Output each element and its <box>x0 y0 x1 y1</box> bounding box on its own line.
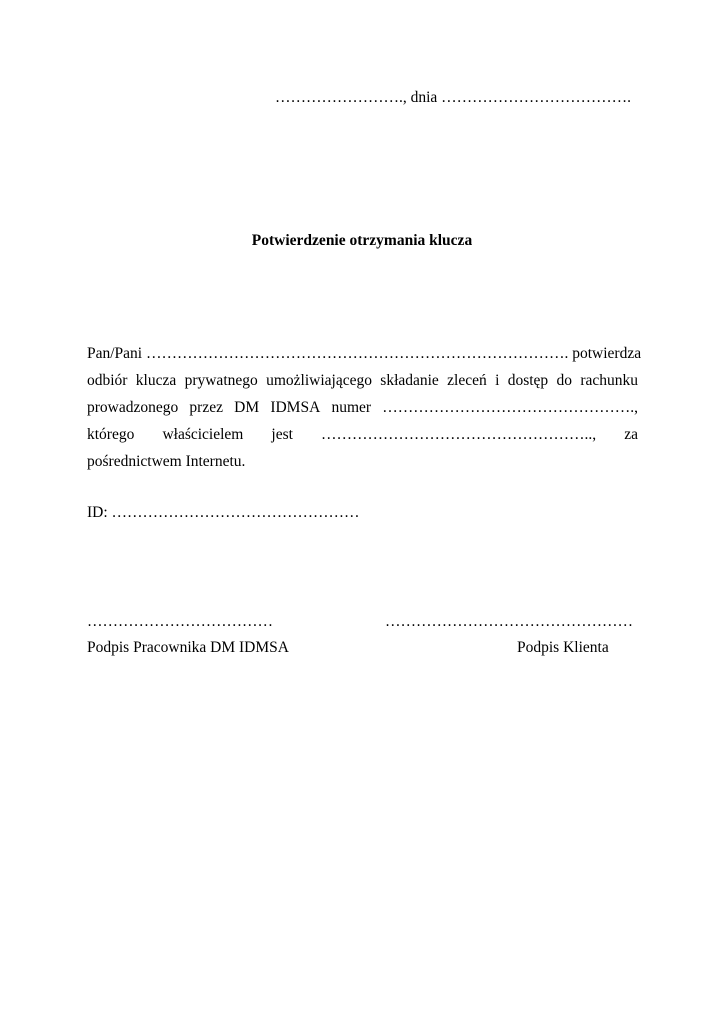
employee-signature-line: ……………………………… <box>87 613 273 630</box>
paragraph-word: i <box>495 372 500 389</box>
paragraph-line-2 <box>87 367 638 394</box>
paragraph-word: …………………………………………….., <box>321 426 597 443</box>
paragraph-word: IDMSA <box>270 399 321 416</box>
paragraph-line-1 <box>87 340 642 367</box>
paragraph-word: pośrednictwem Internetu. <box>87 453 246 470</box>
paragraph-line-5 <box>87 448 638 475</box>
paragraph-word: składanie <box>380 372 439 389</box>
paragraph-word: przez <box>189 399 223 416</box>
paragraph-word: za <box>624 426 638 443</box>
paragraph-word: prywatnego <box>184 372 258 389</box>
place-and-date-line: ……………………., dnia ………………………………. <box>275 89 632 106</box>
paragraph-word: którego <box>87 426 135 443</box>
confirmation-paragraph <box>87 340 642 475</box>
document-title: Potwierdzenie otrzymania klucza <box>251 232 473 249</box>
paragraph-word: zleceń <box>447 372 487 389</box>
paragraph-line-3 <box>87 394 638 421</box>
paragraph-word: klucza <box>135 372 177 389</box>
paragraph-word: numer <box>331 399 372 416</box>
employee-signature-label: Podpis Pracownika DM IDMSA <box>87 639 289 656</box>
paragraph-word: prowadzonego <box>87 399 179 416</box>
client-signature-label: Podpis Klienta <box>517 639 609 656</box>
client-signature-line: ………………………………………… <box>385 613 633 630</box>
paragraph-word: odbiór <box>87 372 128 389</box>
paragraph-word: umożliwiającego <box>266 372 372 389</box>
paragraph-word: jest <box>271 426 293 443</box>
paragraph-word: …………………………………………., <box>382 399 638 416</box>
paragraph-line-4 <box>87 421 638 448</box>
paragraph-word: właścicielem <box>162 426 244 443</box>
paragraph-word: Pan/Pani ………………………………………………………………………. potwierdza <box>87 345 642 362</box>
paragraph-word: dostęp <box>507 372 549 389</box>
paragraph-word: DM <box>234 399 260 416</box>
paragraph-word: rachunku <box>580 372 638 389</box>
id-field-line: ID: ………………………………………… <box>87 504 360 521</box>
paragraph-word: do <box>556 372 572 389</box>
